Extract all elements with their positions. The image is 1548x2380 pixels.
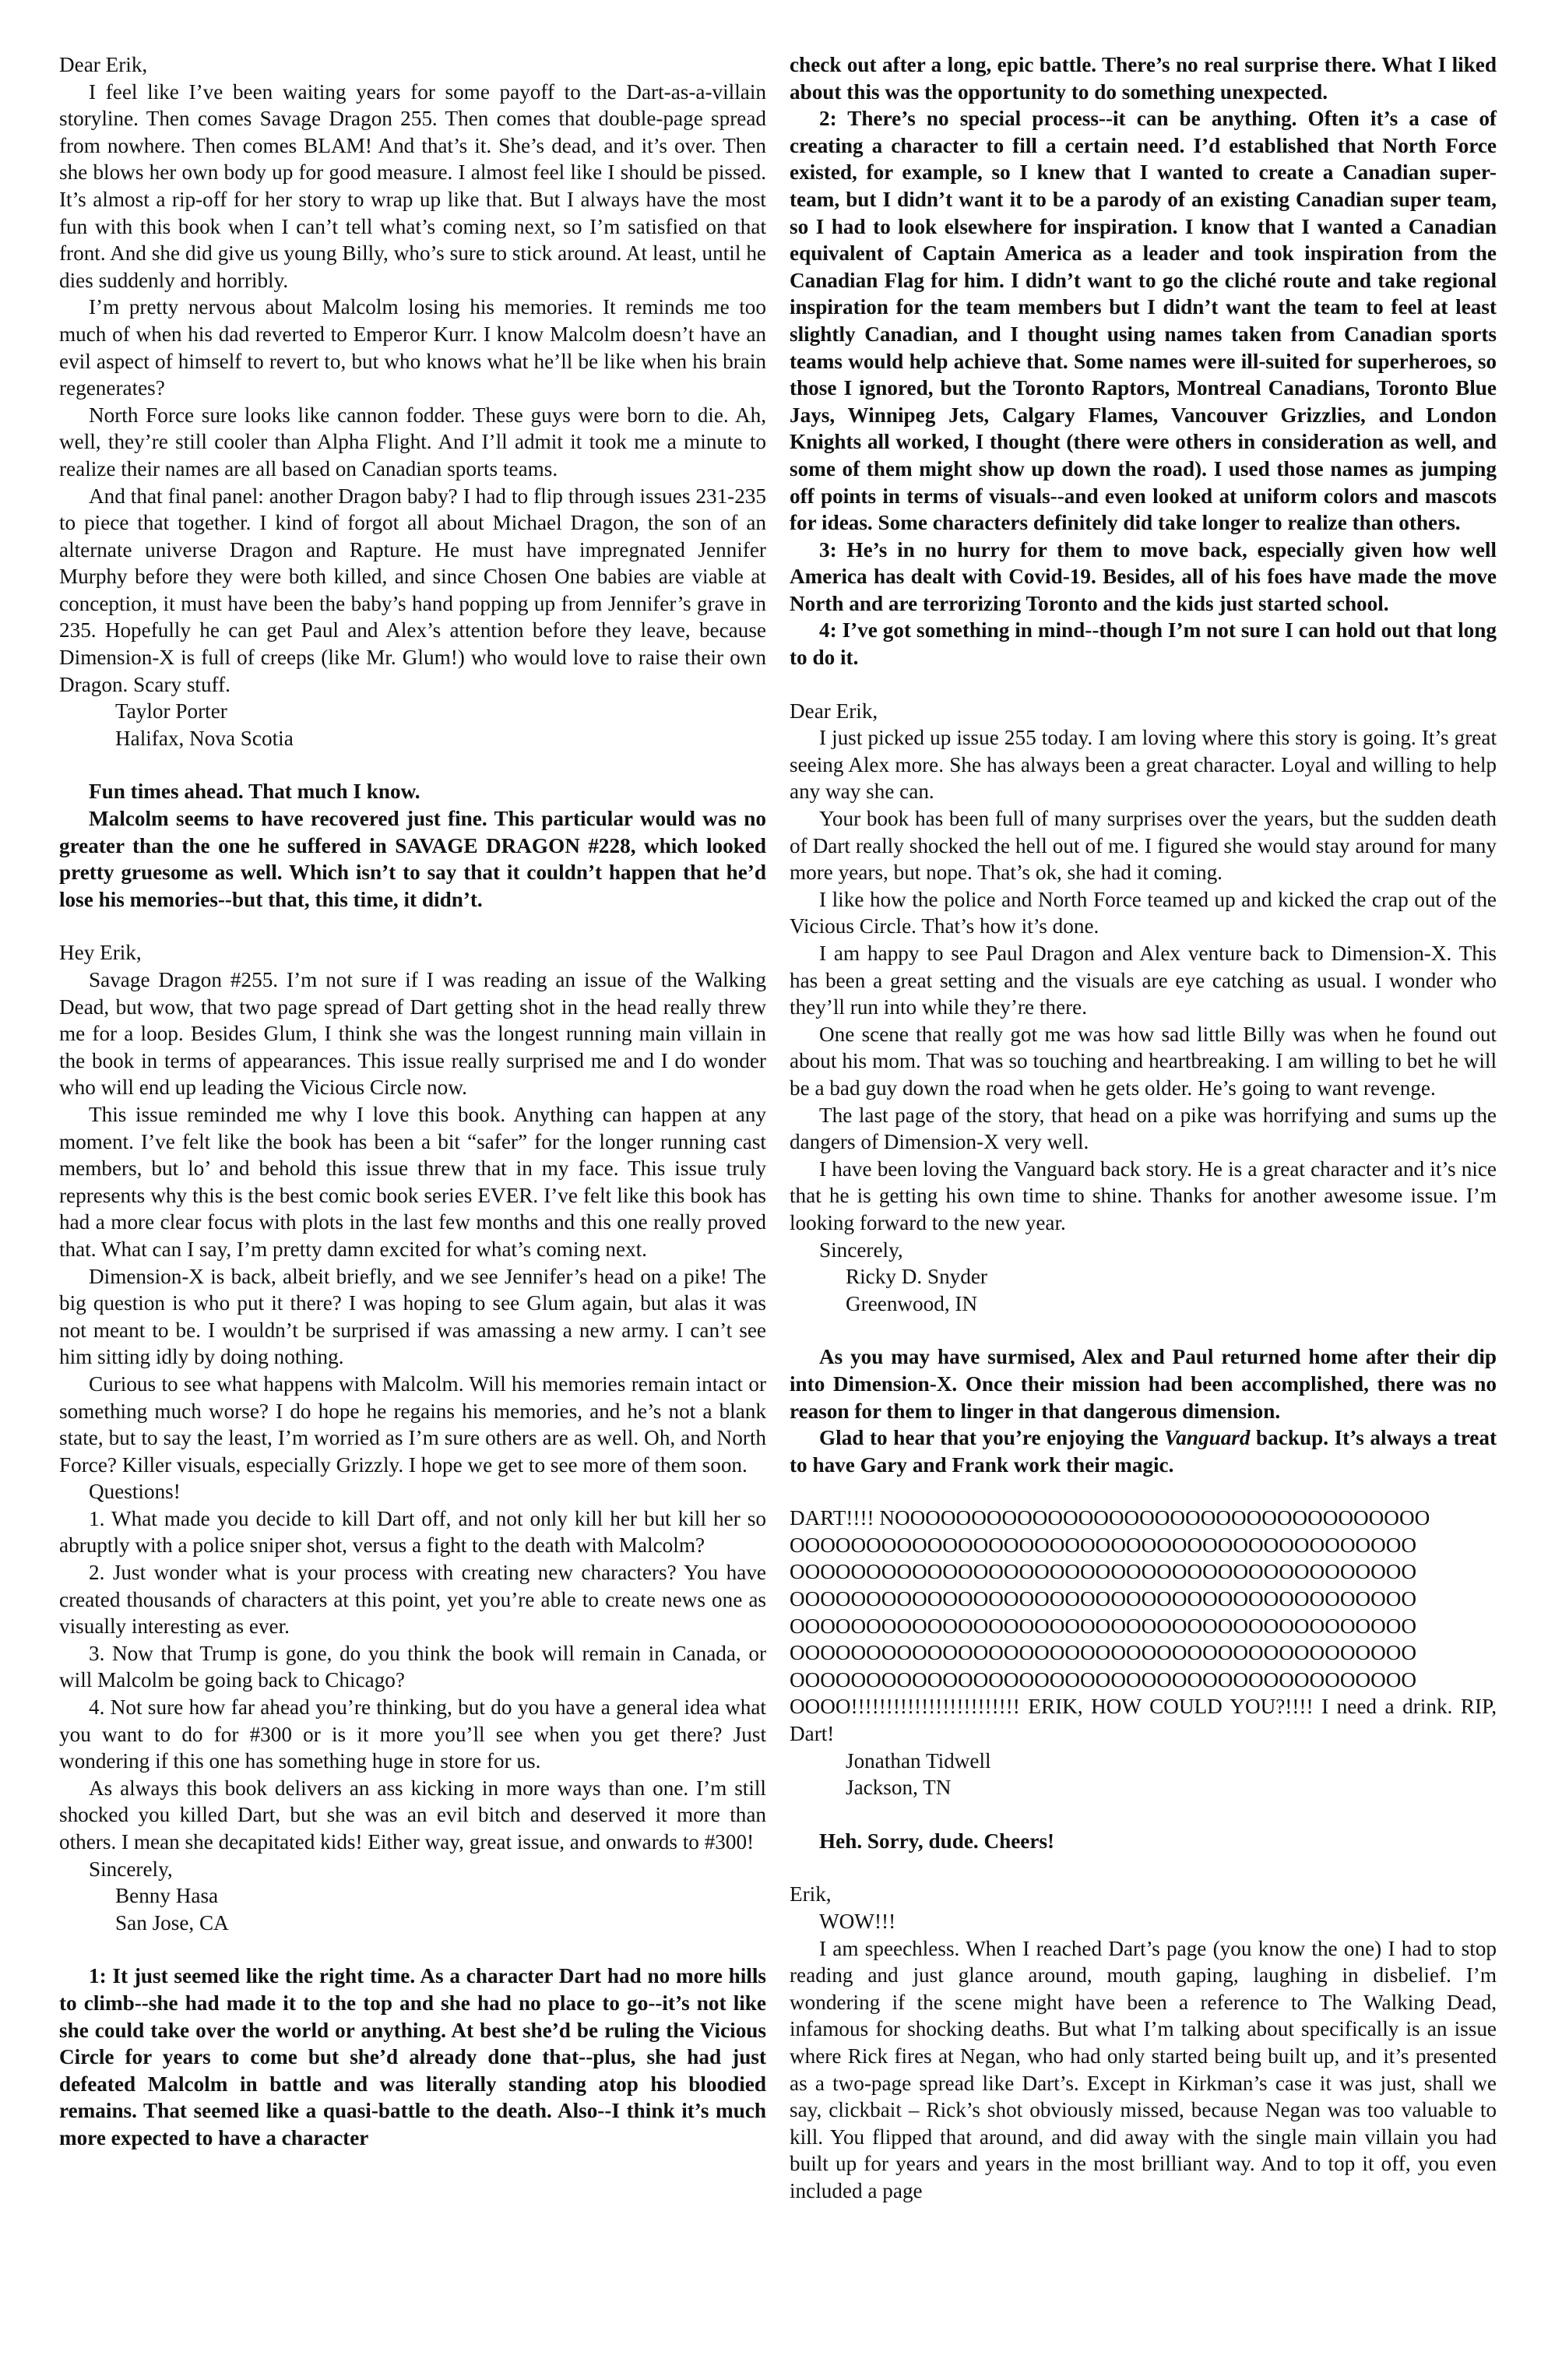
signature-place: Greenwood, IN: [846, 1291, 978, 1315]
reply-paragraph: Malcolm seems to have recovered just fine. This particular would was no greater than the one he suffered in SAVAGE DRAGON #228, which looked pretty gruesome as well. Which isn’t to say that it couldn’t happen that he’d lose his memories--but that, this time, it didn’t.: [59, 807, 766, 911]
reply-paragraph: 4: I’ve got something in mind--though I’m not sure I can hold out that long to do it.: [790, 618, 1497, 670]
letter-salutation: Dear Erik,: [59, 53, 148, 76]
letter-question: 2. Just wonder what is your process with creating new characters? You have created thousands of characters at this point, yet you’re able to create news one as visually interesting as ever.: [59, 1561, 766, 1639]
letter-ricky-snyder: [790, 698, 1497, 1318]
letter-jonathan-tidwell: [790, 1505, 1497, 1801]
reply-paragraph: [790, 1424, 1497, 1478]
letter-benny-hasa: [59, 939, 766, 1936]
signature-closing: Sincerely,: [89, 1857, 173, 1881]
reply-title-emphasis: Vanguard: [1164, 1426, 1251, 1450]
letter-salutation: Erik,: [790, 1882, 832, 1906]
letter-scream: OOOOOOOOOOOOOOOOOOOOOOOOOOOOOOOOOOOOOOOOO: [790, 1614, 1416, 1638]
reply-text: Glad to hear that you’re enjoying the: [819, 1426, 1165, 1450]
right-column: [790, 51, 1497, 2205]
letter-question: 4. Not sure how far ahead you’re thinking, but do you have a general idea what you want to do for #300 or is it more you’ll see when you get there? Just wondering if this one has something huge in store for us.: [59, 1695, 766, 1773]
letter-paragraph: I have been loving the Vanguard back story. He is a great character and it’s nice that he is getting his own time to shine. Thanks for another awesome issue. I’m looking forward to the new year.: [790, 1157, 1497, 1234]
signature-name: Ricky D. Snyder: [846, 1265, 987, 1289]
reply-paragraph: Fun times ahead. That much I know.: [89, 780, 420, 804]
letter-paragraph: And that final panel: another Dragon baby? I had to flip through issues 231-235 to piece that together. I kind of forgot all about Michael Dragon, the son of an alternate universe Dragon and Rapture. He must have impregnated Jennifer Murphy before they were both killed, and since Chosen One babies are viable at conception, it must have been the baby’s hand popping up from Jennifer’s grave in 235. Hopefully he can get Paul and Alex’s attention before they leave, because Dimension-X is full of creeps (like Mr. Glum!) who would love to raise their own Dragon. Scary stuff.: [59, 484, 766, 696]
letter-paragraph: I like how the police and North Force teamed up and kicked the crap out of the Vicious Circle. That’s how it’s done.: [790, 887, 1497, 938]
editor-reply: [790, 51, 1497, 671]
letter-paragraph: OOOO!!!!!!!!!!!!!!!!!!!!!!!! ERIK, HOW COULD YOU?!!!! I need a drink. RIP, Dart!: [790, 1695, 1497, 1746]
editor-reply: [59, 778, 766, 913]
reply-paragraph: 2: There’s no special process--it can be anything. Often it’s a case of creating a character to fill a certain need. I’d established that North Force existed, for example, so I knew that I wanted to create a Canadian super-team, but I didn’t want it to be a parody of an existing Canadian super team, so I had to look elsewhere for inspiration. I know that I wanted a Canadian equivalent of Captain America as a leader and took inspiration from the Canadian Flag for him. I didn’t want to go the cliché route and take regional inspiration for the team members but I didn’t want the team to feel at least slightly Canadian, and I thought using names taken from Canadian sports teams would help achieve that. Some names were ill-suited for superheroes, so those I ignored, but the Toronto Raptors, Montreal Canadians, Toronto Blue Jays, Winnipeg Jets, Calgary Flames, Vancouver Grizzlies, and London Knights all worked, I thought (there were others in consideration as well, and some of them might show up down the road). I used those names as jumping off points in terms of visuals--and even looked at uniform colors and mascots for ideas. Some characters definitely did take longer to realize than others.: [790, 107, 1497, 535]
letter-paragraph: Dimension-X is back, albeit briefly, and we see Jennifer’s head on a pike! The big question is who put it there? I was hoping to see Glum again, but alas it was not meant to be. I wouldn’t be surprised if was amassing a new army. I can’t see him sitting idly by doing nothing.: [59, 1264, 766, 1369]
letter-paragraph: I just picked up issue 255 today. I am loving where this story is going. It’s great seeing Alex more. She has always been a great character. Loyal and willing to help any way she can.: [790, 726, 1497, 804]
letter-paragraph: This issue reminded me why I love this book. Anything can happen at any moment. I’ve felt like the book has been a bit “safer” for the longer running cast members, but lo’ and behold this issue threw that in my face. This issue truly represents why this is the best comic book series EVER. I’ve felt like this book has had a more clear focus with plots in the last few months and this one really proved that. What can I say, I’m pretty damn excited for what’s coming next.: [59, 1102, 766, 1261]
letter-salutation: Hey Erik,: [59, 941, 142, 965]
letter-paragraph: Curious to see what happens with Malcolm. Will his memories remain intact or something much worse? I do hope he regains his memories, and he’s not a blank state, but to say the least, I’m worried as I’m sure others are as well. Oh, and North Force? Killer visuals, especially Grizzly. I hope we get to see more of them soon.: [59, 1371, 766, 1477]
signature-name: Jonathan Tidwell: [846, 1748, 991, 1773]
signature-name: Taylor Porter: [115, 699, 227, 724]
letter-salutation: Dear Erik,: [790, 699, 878, 723]
letter-question: 1. What made you decide to kill Dart off, and not only kill her but kill her so abruptly with a police sniper shot, versus a fight to the death with Malcolm?: [59, 1506, 766, 1558]
letter-paragraph: Your book has been full of many surprises over the years, but the sudden death of Dart really shocked the hell out of me. I figured she would stay around for many more years, but nope. That’s ok, she had it coming.: [790, 807, 1497, 885]
reply-paragraph: 1: It just seemed like the right time. As a character Dart had no more hills to climb--she had made it to the top and she had no place to go--it’s not like she could take over the world or anything. At best she’d be ruling the Vicious Circle for years to come but she’d already done that--plus, she had just defeated Malcolm in battle and was literally standing atop his bloodied remains. That seemed like a quasi-battle to the death. Also--I think it’s much more expected to have a character: [59, 1964, 766, 2149]
letter-paragraph: I feel like I’ve been waiting years for some payoff to the Dart-as-a-villain storyline. Then comes Savage Dragon 255. Then comes that double-page spread from nowhere. Then comes BLAM! And that’s it. She’s dead, and it’s over. Then she blows her own body up for good measure. I almost feel like I should be pissed. It’s almost a rip-off for her story to wrap up like that. But I always have the most fun with this book when I can’t tell what’s coming next, so I’m satisfied on that front. And she did give us young Billy, who’s sure to stick around. At least, until he dies suddenly and horribly.: [59, 79, 766, 292]
reply-paragraph: 3: He’s in no hurry for them to move back, especially given how well America has dealt with Covid-19. Besides, all of his foes have made the move North and are terrorizing Toronto and the kids just started school.: [790, 537, 1497, 615]
editor-reply: [790, 1343, 1497, 1478]
reply-text: backup. It’s always a treat to have Gary and Frank work their magic.: [790, 1426, 1497, 1477]
letter-taylor-porter: [59, 51, 766, 752]
signature-place: Jackson, TN: [846, 1776, 952, 1800]
letter-paragraph: I am happy to see Paul Dragon and Alex venture back to Dimension-X. This has been a great setting and the visuals are eye catching as usual. I wonder who they’ll run into while they’re there.: [790, 942, 1497, 1019]
signature-place: San Jose, CA: [115, 1910, 229, 1935]
reply-paragraph: Heh. Sorry, dude. Cheers!: [819, 1829, 1055, 1853]
letter-paragraph: I’m pretty nervous about Malcolm losing his memories. It reminds me too much of when his dad reverted to Emperor Kurr. I know Malcolm doesn’t have an evil aspect of himself to revert to, but who knows what he’ll be like when his brain regenerates?: [59, 295, 766, 400]
letter-scream: OOOOOOOOOOOOOOOOOOOOOOOOOOOOOOOOOOOOOOOOO: [790, 1533, 1416, 1557]
letter-scream: OOOOOOOOOOOOOOOOOOOOOOOOOOOOOOOOOOOOOOOOO: [790, 1587, 1416, 1611]
letter-paragraph: The last page of the story, that head on a pike was horrifying and sums up the dangers of Dimension-X very well.: [790, 1103, 1497, 1154]
letter-scream: OOOOOOOOOOOOOOOOOOOOOOOOOOOOOOOOOOOOOOOOO: [790, 1641, 1416, 1665]
signature-closing: Sincerely,: [819, 1238, 903, 1262]
letter-scream: OOOOOOOOOOOOOOOOOOOOOOOOOOOOOOOOOOOOOOOOO: [790, 1560, 1416, 1584]
letter-paragraph: Savage Dragon #255. I’m not sure if I was reading an issue of the Walking Dead, but wow, that two page spread of Dart getting shot in the head really threw me for a loop. Besides Glum, I think she was the longest running main villain in the book in terms of appearances. This issue really surprised me and I do wonder who will end up leading the Vicious Circle now.: [59, 968, 766, 1100]
reply-paragraph: check out after a long, epic battle. There’s no real surprise there. What I liked about this was the opportunity to do something unexpected.: [790, 53, 1497, 104]
letter-paragraph: WOW!!!: [819, 1910, 896, 1933]
letter-question: 3. Now that Trump is gone, do you think the book will remain in Canada, or will Malcolm be going back to Chicago?: [59, 1641, 766, 1692]
letter-erik-wow: [790, 1881, 1497, 2204]
left-column: [59, 51, 766, 2152]
letter-paragraph: As always this book delivers an ass kicking in more ways than one. I’m still shocked you killed Dart, but she was an evil bitch and deserved it more than others. I mean she decapitated kids! Either way, great issue, and onwards to #300!: [59, 1776, 766, 1854]
signature-place: Halifax, Nova Scotia: [115, 726, 294, 750]
letter-paragraph: I am speechless. When I reached Dart’s page (you know the one) I had to stop reading and just glance around, mouth gaping, laughing in disbelief. I’m wondering if the scene might have been a reference to The Walking Dead, infamous for shocking deaths. But what I’m talking about specifically is an issue where Rick fires at Negan, who had only started being built up, and it’s presented as a two-page spread like Dart’s. Except in Kirkman’s case it was just, shall we say, clickbait – Rick’s shot obviously missed, because Negan was too valuable to kill. You flipped that around, and did away with the single main villain you had built up for years and years in the most brilliant way. And to top it off, you even included a page: [790, 1936, 1497, 2202]
letter-paragraph: One scene that really got me was how sad little Billy was when he found out about his mom. That was so touching and heartbreaking. I am willing to bet he will be a bad guy down the road when he gets older. He’s going to want revenge.: [790, 1022, 1497, 1100]
signature-name: Benny Hasa: [115, 1884, 219, 1908]
letter-scream: OOOOOOOOOOOOOOOOOOOOOOOOOOOOOOOOOOOOOOOOO: [790, 1667, 1416, 1692]
letter-scream: DART!!!! NOOOOOOOOOOOOOOOOOOOOOOOOOOOOOOOOOOO: [790, 1506, 1430, 1530]
reply-paragraph: As you may have surmised, Alex and Paul returned home after their dip into Dimension-X. Once their mission had been accomplished, there was no reason for them to linger in that dangerous dimension.: [790, 1345, 1497, 1423]
letter-paragraph: Questions!: [89, 1480, 181, 1504]
letter-paragraph: North Force sure looks like cannon fodder. These guys were born to die. Ah, well, they’re still cooler than Alpha Flight. And I’ll admit it took me a minute to realize their names are all based on Canadian sports teams.: [59, 403, 766, 481]
